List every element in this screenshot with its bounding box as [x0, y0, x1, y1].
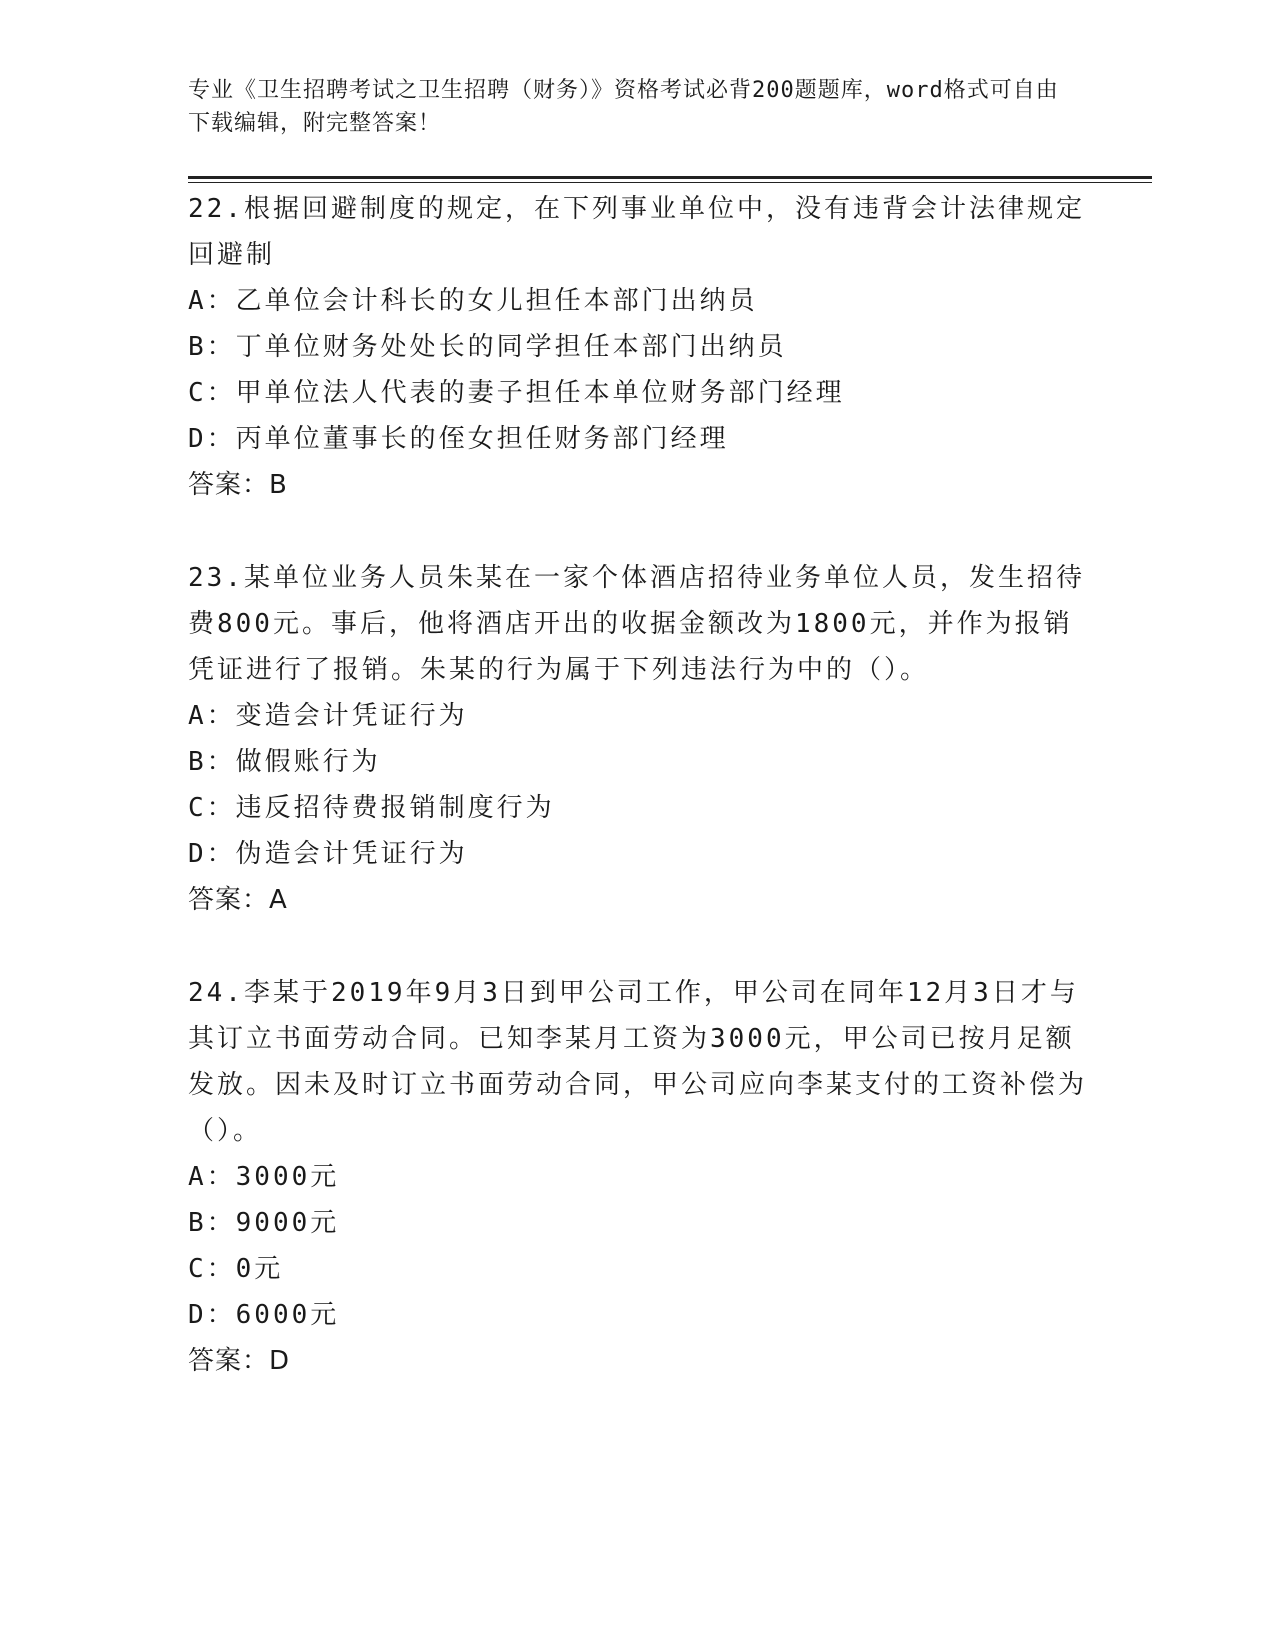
option-c: C：甲单位法人代表的妻子担任本单位财务部门经理 [188, 378, 845, 408]
question-22 [188, 186, 1088, 508]
option-d: D：丙单位董事长的侄女担任财务部门经理 [188, 424, 729, 454]
option-b: B：9000元 [188, 1208, 340, 1238]
option-b: B：丁单位财务处处长的同学担任本部门出纳员 [188, 332, 787, 362]
option-a: A：乙单位会计科长的女儿担任本部门出纳员 [188, 286, 758, 316]
header-divider-thick [188, 176, 1152, 179]
option-a: A：变造会计凭证行为 [188, 701, 468, 731]
header-divider-thin [188, 182, 1152, 183]
option-b: B：做假账行为 [188, 747, 381, 777]
document-header: 专业《卫生招聘考试之卫生招聘（财务）》资格考试必背200题题库，word格式可自由下载编辑，附完整答案！ [188, 78, 1059, 136]
question-stem: 22.根据回避制度的规定，在下列事业单位中，没有违背会计法律规定回避制 [188, 194, 1085, 270]
question-23 [188, 555, 1088, 923]
question-stem: 23.某单位业务人员朱某在一家个体酒店招待业务单位人员，发生招待费800元。事后，他将酒店开出的收据金额改为1800元，并作为报销凭证进行了报销。朱某的行为属于下列违法行为中的（）。 [188, 563, 1085, 685]
option-d: D：伪造会计凭证行为 [188, 839, 468, 869]
option-c: C：违反招待费报销制度行为 [188, 793, 555, 823]
question-stem: 24.李某于2019年9月3日到甲公司工作，甲公司在同年12月3日才与其订立书面劳动合同。已知李某月工资为3000元，甲公司已按月足额发放。因未及时订立书面劳动合同，甲公司应向李某支付的工资补偿为（）。 [188, 978, 1088, 1146]
option-c: C：0元 [188, 1254, 284, 1284]
answer: 答案：D [188, 1346, 291, 1376]
question-24 [188, 970, 1088, 1384]
question-list [188, 186, 1088, 1384]
option-a: A：3000元 [188, 1162, 340, 1192]
option-d: D：6000元 [188, 1300, 340, 1330]
answer: 答案：B [188, 470, 288, 500]
answer: 答案：A [188, 885, 288, 915]
